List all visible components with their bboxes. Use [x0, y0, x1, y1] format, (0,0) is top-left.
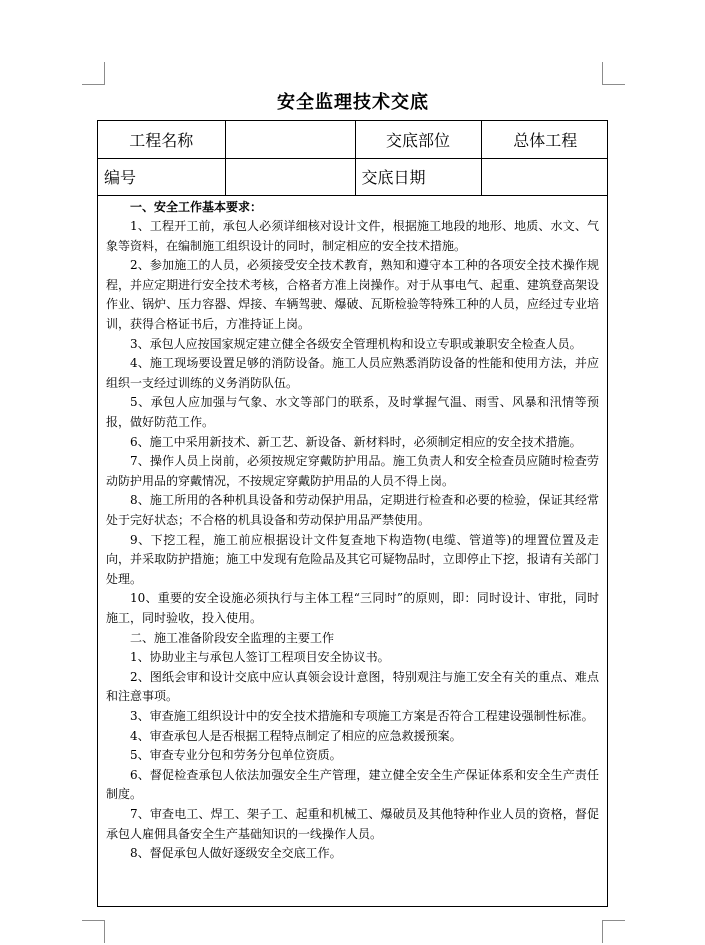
project-name-label: 工程名称: [98, 121, 225, 158]
paragraph: 6、督促检查承包人依法加强安全生产管理，建立健全安全生产保证体系和安全生产责任制度。: [106, 767, 599, 802]
handover-date-value[interactable]: [481, 158, 608, 195]
paragraph: 10、重要的安全设施必须执行与主体工程“三同时”的原则，即：同时设计、审批，同时施工，同时验收，投入使用。: [106, 591, 599, 625]
paragraph: 9、下挖工程，施工前应根据设计文件复查地下构造物(电缆、管道等)的埋置位置及走向，并采取防护措施；施工中发现有危险品及其它可疑物品时，立即停止下挖，报请有关部门处理。: [106, 532, 599, 586]
paragraph: 8、施工所用的各种机具设备和劳动保护用品，定期进行检查和必要的检验，保证其经常处于完好状态；不合格的机具设备和劳动保护用品严禁使用。: [106, 493, 599, 527]
number-label: 编号: [98, 158, 225, 195]
number-value[interactable]: [225, 158, 355, 195]
crop-mark-bottom-right: [602, 920, 625, 943]
paragraph: 4、施工现场要设置足够的消防设备。施工人员应熟悉消防设备的性能和使用方法，并应组织一支经过训练的义务消防队伍。: [106, 356, 599, 390]
paragraph: 2、参加施工的人员，必须接受安全技术教育，熟知和遵守本工种的各项安全技术操作规程，并应定期进行安全技术考核，合格者方准上岗操作。对于从事电气、起重、建筑登高架设作业、锅炉、压力容器、焊接、车辆驾驶、爆破、瓦斯检验等特殊工种的人员，应经过专业培训，获得合格证书后，方准持证上岗。: [106, 258, 599, 332]
body-content: [98, 196, 607, 864]
paragraph: 3、审查施工组织设计中的安全技术措施和专项施工方案是否符合工程建设强制性标准。: [130, 708, 594, 723]
paragraph: 3、承包人应按国家规定建立健全各级安全管理机构和设立专职或兼职安全检查人员。: [130, 336, 582, 351]
handover-date-label: 交底日期: [355, 158, 481, 195]
handover-dept-label: 交底部位: [355, 121, 481, 158]
header-row-2: [98, 158, 608, 195]
paragraph: 7、审查电工、焊工、架子工、起重和机械工、爆破员及其他特种作业人员的资格，督促承包人雇佣具备安全生产基础知识的一线操作人员。: [106, 806, 599, 841]
paragraph: 7、操作人员上岗前，必须按规定穿戴防护用品。施工负责人和安全检查员应随时检查劳动防护用品的穿戴情况，不按规定穿戴防护用品的人员不得上岗。: [106, 454, 599, 488]
handover-dept-value[interactable]: 总体工程: [481, 121, 608, 158]
section-heading-2: 二、施工准备阶段安全监理的主要工作: [130, 630, 335, 645]
paragraph: 5、承包人应加强与气象、水文等部门的联系，及时掌握气温、雨雪、风暴和汛情等预报，做好防范工作。: [106, 395, 599, 430]
document-frame: [97, 120, 608, 907]
section-heading-1: 一、安全工作基本要求：: [130, 199, 263, 214]
document-title: 安全监理技术交底: [277, 92, 429, 113]
crop-mark-top-left: [82, 62, 105, 85]
crop-mark-bottom-left: [82, 920, 105, 943]
paragraph: 5、审查专业分包和劳务分包单位资质。: [130, 748, 342, 763]
crop-mark-top-right: [602, 62, 625, 85]
header-table: [98, 121, 608, 196]
paragraph: 8、督促承包人做好逐级安全交底工作。: [130, 846, 342, 861]
paragraph: 1、协助业主与承包人签订工程项目安全协议书。: [130, 650, 390, 665]
paragraph: 1、工程开工前，承包人必须详细核对设计文件，根据施工地段的地形、地质、水文、气象等资料，在编制施工组织设计的同时，制定相应的安全技术措施。: [106, 219, 599, 253]
paragraph: 4、审查承包人是否根据工程特点制定了相应的应急救援预案。: [130, 728, 462, 743]
paragraph: 6、施工中采用新技术、新工艺、新设备、新材料时，必须制定相应的安全技术措施。: [130, 434, 582, 449]
project-name-value[interactable]: [225, 121, 355, 158]
paragraph: 2、图纸会审和设计交底中应认真领会设计意图，特别观注与施工安全有关的重点、难点和注意事项。: [106, 669, 599, 704]
header-row-1: [98, 121, 608, 158]
